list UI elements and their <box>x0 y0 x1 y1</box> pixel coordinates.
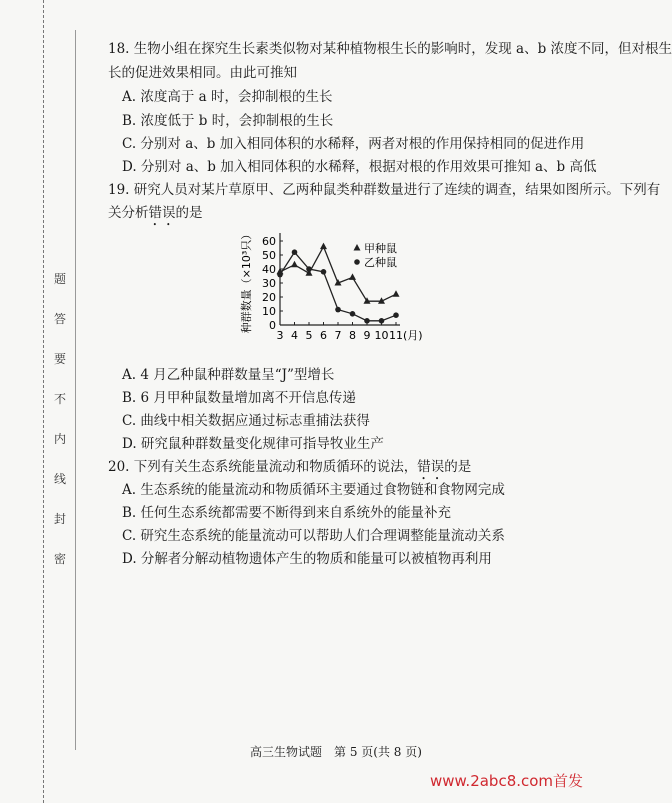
circle-point <box>306 266 312 272</box>
x-tick-label: 8 <box>349 329 356 342</box>
q19-stem-part: 关分析 <box>108 205 149 221</box>
x-tick-label: 5 <box>305 329 313 342</box>
triangle-point <box>291 261 298 268</box>
triangle-point <box>349 273 356 280</box>
legend-label: 乙种鼠 <box>364 256 397 269</box>
circle-point <box>321 269 327 275</box>
q18-option-a: A. 浓度高于 a 时，会抑制根的生长 <box>122 89 333 105</box>
q20-option-a: A. 生态系统的能量流动和物质循环主要通过食物链和食物网完成 <box>122 482 505 498</box>
q19-option-d: D. 研究鼠种群数量变化规律可指导牧业生产 <box>122 436 384 452</box>
binding-char: 线 <box>53 472 66 486</box>
x-tick-label: 3 <box>276 329 284 342</box>
y-tick-label: 30 <box>262 277 276 290</box>
x-tick-label: 9 <box>363 329 371 342</box>
binding-char: 内 <box>53 432 66 446</box>
circle-point <box>292 249 298 255</box>
q20-stem-emphasis: 错误 <box>417 459 445 475</box>
q18-stem-line1: 18. 生物小组在探究生长素类似物对某种植物根生长的影响时，发现 a、b 浓度不同，但对根生 <box>108 41 672 57</box>
legend-label: 甲种鼠 <box>364 242 397 255</box>
x-tick-label: 11 <box>389 329 403 342</box>
x-tick-label: 6 <box>320 329 327 342</box>
circle-point <box>379 318 385 324</box>
page-footer: 高三生物试题 第 5 页(共 8 页) <box>250 745 422 759</box>
q19-stem-emphasis: 错误 <box>148 205 176 221</box>
y-tick-label: 50 <box>262 249 276 262</box>
binding-solid-line <box>75 30 76 750</box>
q20-option-b: B. 任何生态系统都需要不断得到来自系统外的能量补充 <box>122 505 452 521</box>
q19-option-a: A. 4 月乙种鼠种群数量呈“J”型增长 <box>122 367 335 383</box>
binding-margin-label <box>52 270 68 590</box>
x-tick-label: 10 <box>374 329 389 342</box>
x-tick-label: 4 <box>291 329 298 342</box>
binding-char: 不 <box>53 392 66 406</box>
y-axis-label: 种群数量（×10³只） <box>240 228 253 334</box>
q20-option-c: C. 研究生态系统的能量流动可以帮助人们合理调整能量流动关系 <box>122 528 505 544</box>
q18-option-b: B. 浓度低于 b 时，会抑制根的生长 <box>122 113 334 129</box>
binding-dashed-line <box>43 0 44 803</box>
q20-stem-part: 的是 <box>444 459 472 475</box>
binding-char: 封 <box>53 512 66 526</box>
y-tick-label: 60 <box>262 235 276 248</box>
y-tick-label: 10 <box>262 305 276 318</box>
y-tick-label: 20 <box>262 291 276 304</box>
y-tick-label: 0 <box>269 319 276 332</box>
q20-option-d: D. 分解者分解动植物遗体产生的物质和能量可以被植物再利用 <box>122 551 492 567</box>
binding-char: 题 <box>53 272 66 286</box>
q18-option-d: D. 分别对 a、b 加入相同体积的水稀释，根据对根的作用效果可推知 a、b 高低 <box>122 159 597 175</box>
binding-char: 密 <box>53 552 66 566</box>
q19-stem-line2 <box>108 204 203 229</box>
legend-circle-marker <box>354 259 360 265</box>
q18-option-c: C. 分别对 a、b 加入相同体积的水稀释，两者对根的作用保持相同的促进作用 <box>122 136 585 152</box>
q19-option-b: B. 6 月甲种鼠数量增加离不开信息传递 <box>122 390 356 406</box>
q18-stem-line2: 长的促进效果相同。由此可推知 <box>108 65 297 81</box>
x-axis-label: (月) <box>403 329 423 342</box>
binding-char: 答 <box>53 312 66 326</box>
q20-stem-part: 20. 下列有关生态系统能量流动和物质循环的说法， <box>108 459 418 475</box>
q19-option-c: C. 曲线中相关数据应通过标志重捕法获得 <box>122 413 370 429</box>
triangle-point <box>320 243 327 250</box>
q20-stem <box>108 458 471 483</box>
circle-point <box>350 311 356 317</box>
triangle-point <box>393 290 400 297</box>
binding-char: 要 <box>53 352 66 366</box>
x-tick-label: 7 <box>334 329 342 342</box>
q19-stem-line1: 19. 研究人员对某片草原甲、乙两种鼠类种群数量进行了连续的调查，结果如图所示。下列有 <box>108 182 661 198</box>
legend-triangle-marker <box>354 244 361 251</box>
watermark: www.2abc8.com首发 <box>430 772 584 790</box>
circle-point <box>277 272 283 278</box>
circle-point <box>364 318 370 324</box>
circle-point <box>335 307 341 313</box>
q19-stem-part: 的是 <box>175 205 203 221</box>
y-tick-label: 40 <box>262 263 276 276</box>
circle-point <box>393 312 399 318</box>
population-chart <box>235 228 455 350</box>
